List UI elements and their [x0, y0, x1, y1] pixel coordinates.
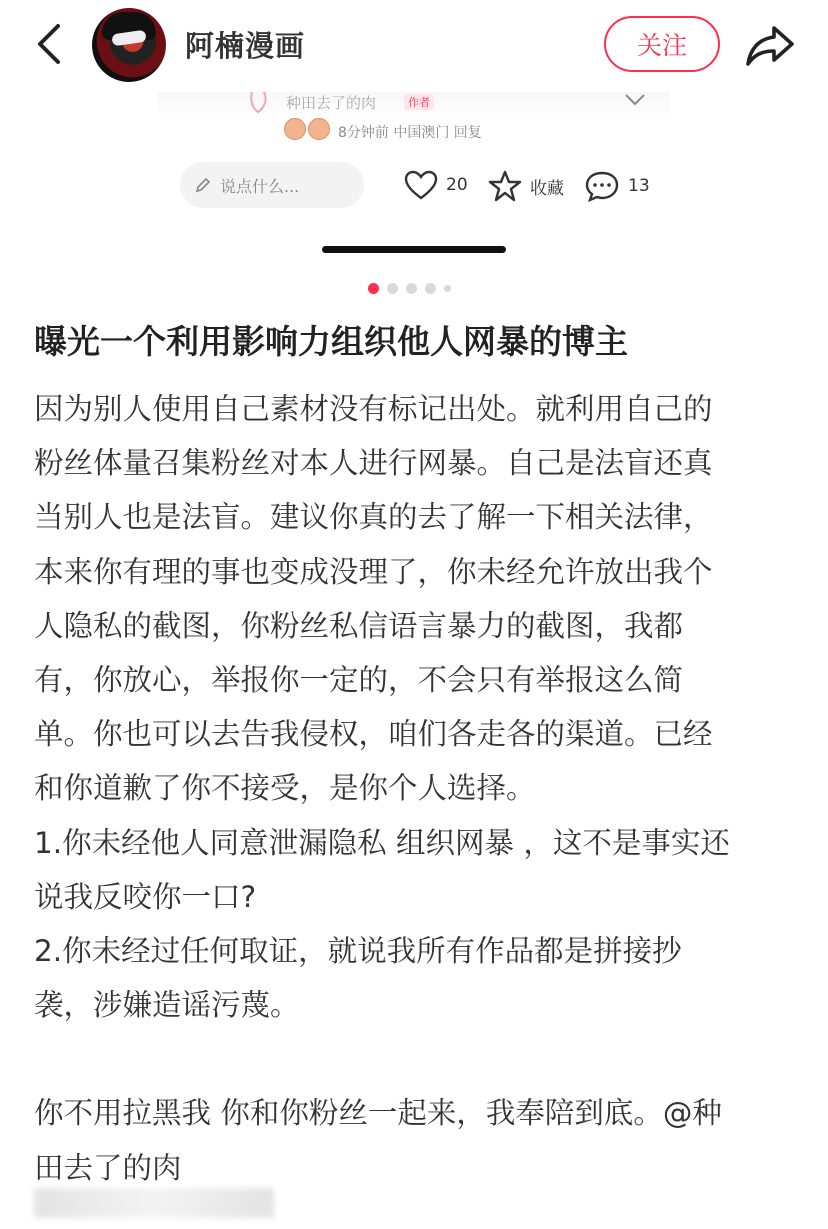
post-line: 当别人也是法盲。建议你真的去了解一下相关法律，	[34, 500, 713, 535]
post-line: 2.你未经过任何取证，就说我所有作品都是拼接抄	[34, 933, 682, 968]
pencil-icon	[194, 176, 212, 194]
comment-icon	[584, 170, 620, 202]
post-line: 粉丝体量召集粉丝对本人进行网暴。自己是法盲还真	[34, 446, 713, 481]
comment-stat[interactable]	[584, 170, 650, 202]
post-line: 和你道歉了你不接受，是你个人选择。	[34, 771, 536, 806]
author-avatar[interactable]	[92, 8, 166, 82]
post-line: 袭，涉嫌造谣污蔑。	[34, 988, 300, 1023]
carousel-dot[interactable]	[425, 283, 436, 294]
carousel-dot[interactable]	[387, 283, 398, 294]
post-line: 因为别人使用自己素材没有标记出处。就利用自己的	[34, 392, 713, 426]
carousel-dot[interactable]	[444, 285, 451, 292]
comment-input[interactable]	[180, 162, 364, 208]
post-line: 说我反咬你一口?	[34, 879, 257, 914]
embedded-screenshot	[158, 92, 670, 242]
like-stat[interactable]	[404, 170, 468, 200]
post-line: 你不用拉黑我 你和你粉丝一起来，我奉陪到底。@种	[34, 1096, 722, 1131]
carousel-indicator[interactable]	[368, 283, 451, 294]
post-line: 田去了的肉	[34, 1150, 182, 1185]
heart-icon	[404, 170, 438, 200]
reaction-avatar	[308, 118, 330, 140]
author-name[interactable]: 阿楠漫画	[185, 29, 306, 63]
comment-count: 13	[628, 176, 650, 196]
post-title: 曝光一个利用影响力组织他人网暴的博主	[34, 322, 628, 361]
post-line: 本来你有理的事也变成没理了，你未经允许放出我个	[34, 554, 713, 589]
post-line: 有，你放心，举报你一定的，不会只有举报这么简	[34, 662, 684, 697]
post-line: 单。你也可以去告我侵权，咱们各走各的渠道。已经	[34, 717, 713, 752]
post-body	[34, 382, 806, 1195]
cut-off-text	[34, 1188, 274, 1218]
top-bar	[0, 0, 828, 92]
share-icon[interactable]	[744, 20, 796, 70]
collect-stat[interactable]	[488, 170, 564, 202]
user-avatar-icon	[248, 90, 270, 114]
collect-label: 收藏	[530, 178, 564, 199]
comment-placeholder: 说点什么...	[220, 176, 300, 196]
author-tag: 作者	[404, 94, 434, 110]
follow-button[interactable]: 关注	[604, 16, 720, 72]
carousel-dot[interactable]	[368, 283, 379, 294]
post-line: 1.你未经他人同意泄漏隐私 组织网暴 ，这不是事实还	[34, 825, 730, 860]
like-count: 20	[446, 175, 468, 195]
comment-user-name: 种田去了的肉	[286, 94, 377, 112]
star-icon	[488, 170, 522, 202]
carousel-dot[interactable]	[406, 283, 417, 294]
back-arrow-icon[interactable]	[30, 22, 70, 66]
home-indicator	[322, 246, 506, 253]
post-line	[34, 1032, 806, 1086]
comment-meta: 8分钟前 中国澳门 回复	[338, 125, 482, 141]
post-line: 人隐私的截图，你粉丝私信语言暴力的截图，我都	[34, 608, 684, 643]
reaction-avatar	[284, 118, 306, 140]
chevron-down-icon[interactable]	[624, 92, 646, 108]
